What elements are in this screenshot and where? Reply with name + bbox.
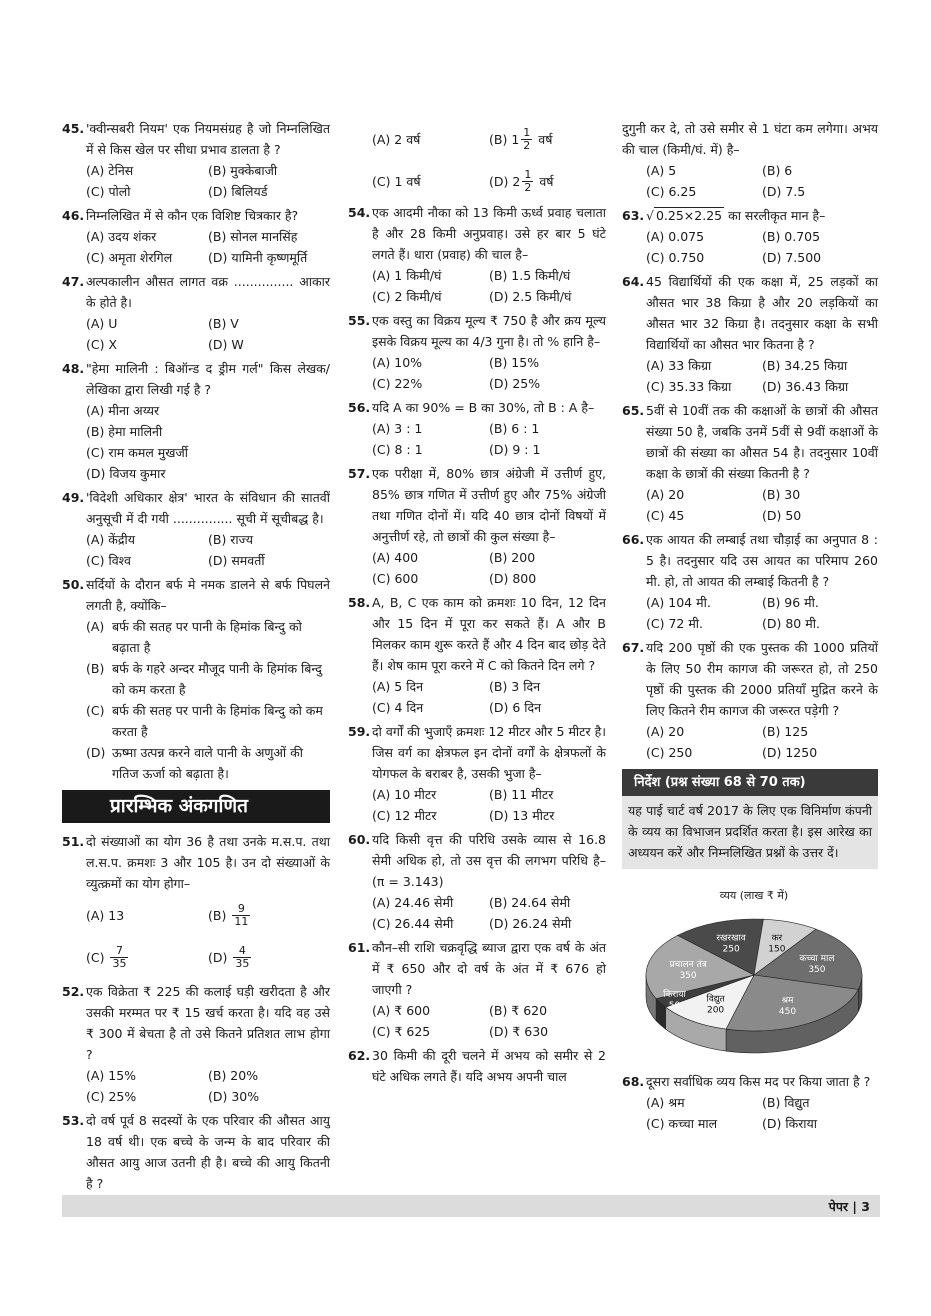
option-c [372, 160, 489, 202]
option-d: (D) किराया [762, 1116, 818, 1131]
option-c: (C) 12 मीटर [372, 808, 437, 823]
option-d: (D) ₹ 630 [489, 1024, 549, 1039]
option-b: (B) ₹ 620 [489, 1003, 548, 1018]
question-text: 5वीं से 10वीं तक की कक्षाओं के छात्रों की औसत संख्या 50 है, जबकि उनमें 5वीं से 9वीं कक्षाओं के छात्रों की संख्या का औसत 54 है। तदनुसार 10वीं कक्षा के छात्रों की संख्या कितनी है ? [646, 403, 878, 481]
option-b: (B) 15% [489, 355, 540, 370]
question-number: 50. [62, 577, 85, 592]
option-c: (C) 6.25 [646, 184, 697, 199]
option-c: (C) 2 किमी/घं [372, 289, 442, 304]
pie-chart [632, 887, 876, 1065]
option-label: (D) [489, 173, 509, 189]
question-62-continued [622, 118, 878, 202]
option-label: (A) [86, 619, 105, 634]
question-65 [622, 400, 878, 526]
option-b: (B) 20% [208, 1068, 259, 1083]
option-b: (B) 34.25 किग्रा [762, 358, 848, 373]
question-number: 52. [62, 984, 85, 999]
option-d [62, 742, 330, 784]
question-text [646, 205, 878, 226]
option-label: (B) [489, 131, 508, 147]
question-60 [348, 829, 606, 934]
question-number: 61. [348, 940, 371, 955]
whole-number: 2 [512, 173, 521, 189]
option-a: (A) मीना अय्यर [86, 403, 160, 418]
option-a: (A) 20 [646, 724, 685, 739]
fraction [110, 945, 128, 970]
option-text: बर्फ के गहरे अन्दर मौजूद पानी के हिमांक बिन्दु को कम करता है [112, 661, 322, 697]
option-d: (D) समवर्ती [208, 553, 265, 568]
option-c: (C) 22% [372, 376, 423, 391]
option-a: (A) ₹ 600 [372, 1003, 431, 1018]
option-a [62, 616, 330, 658]
option-b: (B) मुक्केबाजी [208, 163, 278, 178]
pie-category-label: किराया [663, 989, 686, 1000]
option-a: (A) 400 [372, 550, 419, 565]
option-c: (C) पोलो [86, 184, 131, 199]
option-d: (D) विजय कुमार [86, 466, 166, 481]
question-51 [62, 831, 330, 978]
option-b: (B) 6 [762, 163, 793, 178]
pie-value-label: 350 [808, 965, 826, 976]
pie-category-label: विद्युत [706, 994, 725, 1005]
pie-slices [646, 919, 862, 1031]
option-a: (A) U [86, 316, 118, 331]
whole-number: 1 [511, 131, 520, 147]
question-50 [62, 574, 330, 784]
question-number: 48. [62, 361, 85, 376]
option-b [208, 894, 330, 936]
question-number: 46. [62, 208, 85, 223]
option-text: (C) 1 वर्ष [372, 173, 421, 189]
option-d: (D) 800 [489, 571, 537, 586]
direction-heading: निर्देश (प्रश्न संख्या 68 से 70 तक) [622, 769, 878, 796]
question-text: सर्दियों के दौरान बर्फ मे नमक डालने से बर्फ पिघलने लगती है, क्योंकि– [86, 577, 330, 613]
option-a: (A) 20 [646, 487, 685, 502]
question-68 [622, 1071, 878, 1134]
option-a: (A) 5 दिन [372, 679, 424, 694]
option-c: (C) X [86, 337, 118, 352]
option-b: (B) सोनल मानसिंह [208, 229, 298, 244]
sqrt-symbol: √ [646, 208, 654, 223]
question-number: 49. [62, 490, 85, 505]
question-text: एक परीक्षा में, 80% छात्र अंग्रेजी में उत्तीर्ण हुए, 85% छात्र गणित में उत्तीर्ण हुए और 75% अंग्रेजी तथा गणित दोनों में। यदि 40 छात्र दोनों विषयों में अनुत्तीर्ण रहे, तो छात्रों की कुल संख्या है– [372, 466, 606, 544]
pie-value-label: 350 [679, 970, 697, 981]
pie-value-label: 250 [722, 944, 740, 955]
question-46 [62, 205, 330, 268]
question-number: 60. [348, 832, 371, 847]
question-number: 59. [348, 724, 371, 739]
option-d [489, 160, 606, 202]
question-number: 68. [622, 1074, 645, 1089]
option-a: (A) 0.075 [646, 229, 705, 244]
numerator: 1 [523, 125, 531, 139]
question-number: 47. [62, 274, 85, 289]
fraction [521, 127, 532, 152]
option-b: (B) 96 मी. [762, 595, 819, 610]
pie-value-label: 150 [768, 944, 786, 955]
option-c: (C) 8 : 1 [372, 442, 423, 457]
question-number: 54. [348, 205, 371, 220]
option-a: (A) 24.46 सेमी [372, 895, 454, 910]
question-number: 66. [622, 532, 645, 547]
option-d: (D) 9 : 1 [489, 442, 541, 457]
column-3 [622, 118, 878, 1137]
option-c: (C) 72 मी. [646, 616, 704, 631]
question-64 [622, 271, 878, 397]
option-text: बर्फ की सतह पर पानी के हिमांक बिन्दु को बढ़ाता है [112, 619, 302, 655]
option-d: (D) 30% [208, 1089, 260, 1104]
numerator: 7 [110, 945, 128, 958]
section-title: प्रारम्भिक अंकगणित [62, 790, 330, 823]
question-47 [62, 271, 330, 355]
question-63 [622, 205, 878, 268]
option-a [86, 894, 208, 936]
question-53-options [348, 118, 606, 202]
pie-category-label: कच्चा माल [799, 954, 835, 965]
question-text: दो वर्गों की भुजाएँ क्रमशः 12 मीटर और 5 मीटर है। जिस वर्ग का क्षेत्रफल इन दोनों वर्गों के क्षेत्रफलों के योगफल के बराबर है, उसकी भुजा है– [372, 724, 606, 781]
page-number: पेपर | 3 [828, 1199, 870, 1214]
option-text: ऊष्मा उत्पन्न करने वाले पानी के अणुओं की गतिज ऊर्जा को बढ़ाता है। [112, 745, 303, 781]
question-57 [348, 463, 606, 589]
option-b: (B) V [208, 316, 239, 331]
option-b: (B) राज्य [208, 532, 254, 547]
pie-value-label: 200 [706, 1005, 725, 1016]
question-text: दो वर्ष पूर्व 8 सदस्यों के एक परिवार की औसत आयु 18 वर्ष थी। एक बच्चे के जन्म के बाद परिवार की औसत आयु आज उतनी ही है। बच्चे की आयु कितनी है ? [86, 1113, 330, 1191]
option-c: (C) 0.750 [646, 250, 705, 265]
pie-value-label: 450 [778, 1007, 797, 1018]
option-a: (A) 5 [646, 163, 677, 178]
question-58 [348, 592, 606, 718]
option-label: (B) [86, 661, 105, 676]
option-c: (C) विश्व [86, 553, 131, 568]
option-c: (C) 4 दिन [372, 700, 424, 715]
question-text: दो संख्याओं का योग 36 है तथा उनके म.स.प. तथा ल.स.प. क्रमशः 3 और 105 है। उन दो संख्याओं के व्युत्क्रमों का योग होगा– [86, 834, 330, 891]
option-d: (D) 26.24 सेमी [489, 916, 572, 931]
option-c [86, 936, 208, 978]
option-d: (D) 13 मीटर [489, 808, 555, 823]
direction-text: यह पाई चार्ट वर्ष 2017 के लिए एक विनिर्माण कंपनी के व्यय का विभाजन प्रदर्शित करता है। इस आरेख का अध्ययन करें और निम्नलिखित प्रश्नों के उत्तर दें। [622, 796, 878, 869]
option-b: (B) 6 : 1 [489, 421, 540, 436]
option-c: (C) 45 [646, 508, 685, 523]
option-c: (C) 250 [646, 745, 693, 760]
option-a: (A) उदय शंकर [86, 229, 157, 244]
option-b [62, 658, 330, 700]
option-d: (D) बिलियर्ड [208, 184, 268, 199]
option-c: (C) अमृता शेरगिल [86, 250, 173, 265]
question-number: 51. [62, 834, 85, 849]
question-text: 45 विद्यार्थियों की एक कक्षा में, 25 लड़कों का औसत भार 38 किग्रा है और 20 लड़कियों का औसत भार 32 किग्रा है। तदनुसार कक्षा के सभी विद्यार्थियों का औसत भार कितना है ? [646, 274, 878, 352]
option-c: (C) राम कमल मुखर्जी [86, 445, 188, 460]
sqrt-expression: 0.25×2.25 [655, 208, 723, 223]
option-text: (A) 13 [86, 907, 125, 923]
question-54 [348, 202, 606, 307]
denominator: 35 [112, 956, 127, 970]
option-a: (A) 104 मी. [646, 595, 711, 610]
question-text: एक आदमी नौका को 13 किमी ऊर्ध्व प्रवाह चलाता है और 28 किमी अनुप्रवाह। उसे हर बार 5 घंटे लगते हैं। धारा (प्रवाह) की चाल है– [372, 205, 606, 262]
chart-title: व्यय (लाख ₹ में) [719, 889, 789, 902]
option-b: (B) 125 [762, 724, 809, 739]
option-d: (D) 2.5 किमी/घं [489, 289, 572, 304]
question-number: 63. [622, 208, 645, 223]
option-c [62, 700, 330, 742]
denominator: 35 [235, 956, 250, 970]
fraction [232, 903, 250, 928]
option-d: (D) 36.43 किग्रा [762, 379, 849, 394]
option-label: (D) [208, 949, 228, 965]
question-text: यदि A का 90% = B का 30%, तो B : A है– [372, 400, 595, 415]
question-66 [622, 529, 878, 634]
option-a: (A) 10% [372, 355, 423, 370]
question-67 [622, 637, 878, 763]
denominator: 2 [523, 138, 531, 152]
pie-category-label: प्रचालन तंत्र [669, 959, 707, 970]
question-62 [348, 1045, 606, 1087]
option-c: (C) 600 [372, 571, 419, 586]
option-b: (B) 30 [762, 487, 801, 502]
option-b: (B) 200 [489, 550, 536, 565]
option-b: (B) 0.705 [762, 229, 821, 244]
pie-value-label: 50 [668, 1000, 681, 1011]
option-a: (A) केंद्रीय [86, 532, 136, 547]
option-b [489, 118, 606, 160]
option-text: बर्फ की सतह पर पानी के हिमांक बिन्दु को कम करता है [112, 703, 323, 739]
question-text: 'क्वीन्सबरी नियम' एक नियमसंग्रह है जो निम्नलिखित में से किस खेल पर सीधा प्रभाव डालता है ? [86, 121, 330, 157]
option-d: (D) 1250 [762, 745, 818, 760]
question-text: एक आयत की लम्बाई तथा चौड़ाई का अनुपात 8 : 5 है। तदनुसार यदि उस आयत का परिमाप 260 मी. हो, तो आयत की लम्बाई कितनी है ? [646, 532, 878, 589]
option-label: (C) [86, 703, 105, 718]
option-b: (B) विद्युत [762, 1095, 810, 1110]
question-text: यदि किसी वृत्त की परिधि उसके व्यास से 16.8 सेमी अधिक हो, तो उस वृत्त की लगभग परिधि है–(π = 3.143) [372, 832, 606, 889]
option-a [372, 118, 489, 160]
question-text: 'विदेशी अधिकार क्षेत्र' भारत के संविधान की सातवीं अनुसूची में दी गयी ............... सूची में सूचीबद्ध है। [86, 490, 330, 526]
option-a: (A) 1 किमी/घं [372, 268, 442, 283]
question-text: एक वस्तु का विक्रय मूल्य ₹ 750 है और क्रय मूल्य इसके विक्रय मूल्य का 4/3 गुना है। तो % हानि है– [372, 313, 606, 349]
option-b: (B) 11 मीटर [489, 787, 554, 802]
question-number: 57. [348, 466, 371, 481]
question-number: 58. [348, 595, 371, 610]
question-48 [62, 358, 330, 484]
numerator: 1 [524, 167, 532, 181]
option-label: (D) [86, 745, 106, 760]
question-text: कौन–सी राशि चक्रवृद्धि ब्याज द्वारा एक वर्ष के अंत में ₹ 650 और दो वर्ष के अंत में ₹ 676 हो जाएगी ? [372, 940, 606, 997]
question-55 [348, 310, 606, 394]
option-d: (D) 50 [762, 508, 802, 523]
option-text: (A) 2 वर्ष [372, 131, 421, 147]
option-d: (D) 7.500 [762, 250, 822, 265]
unit: वर्ष [538, 131, 553, 147]
question-text: 30 किमी की दूरी चलने में अभय को समीर से 2 घंटे अधिक लगते हैं। यदि अभय अपनी चाल [372, 1048, 606, 1084]
option-c: (C) 26.44 सेमी [372, 916, 454, 931]
option-d: (D) 7.5 [762, 184, 806, 199]
question-text: यदि 200 पृष्ठों की एक पुस्तक की 1000 प्रतियों के लिए 50 रीम कागज की जरूरत हो, तो 250 पृष्ठों की पुस्तक की 2000 प्रतियाँ मुद्रित करने के लिए कितने रीम कागज की जरूरत पड़ेगी ? [646, 640, 878, 718]
option-label: (C) [86, 949, 105, 965]
question-text: A, B, C एक काम को क्रमशः 10 दिन, 12 दिन और 15 दिन में पूरा कर सकते हैं। A और B मिलकर काम शुरू करते हैं और 4 दिन बाद छोड़ देते हैं। शेष काम पूरा करने में C को कितने दिन लगे ? [372, 595, 606, 673]
option-d: (D) 80 मी. [762, 616, 820, 631]
option-b: (B) हेमा मालिनी [86, 424, 163, 439]
column-1 [62, 118, 330, 1197]
option-b: (B) 3 दिन [489, 679, 541, 694]
denominator: 11 [234, 914, 249, 928]
option-d: (D) 25% [489, 376, 541, 391]
option-a: (A) 3 : 1 [372, 421, 423, 436]
option-a: (A) श्रम [646, 1095, 685, 1110]
question-text: एक विक्रेता ₹ 225 की कलाई घड़ी खरीदता है और उसकी मरम्मत पर ₹ 15 खर्च करता है। यदि वह उसे ₹ 300 में बेचता है तो उसे कितने प्रतिशत लाभ होगा ? [86, 984, 330, 1062]
option-d: (D) 6 दिन [489, 700, 542, 715]
option-c: (C) 35.33 किग्रा [646, 379, 732, 394]
option-d [208, 936, 330, 978]
question-61 [348, 937, 606, 1042]
option-b: (B) 1.5 किमी/घं [489, 268, 571, 283]
page-footer [62, 1195, 880, 1217]
question-49 [62, 487, 330, 571]
question-number: 64. [622, 274, 645, 289]
question-number: 62. [348, 1048, 371, 1063]
numerator: 9 [232, 903, 250, 916]
option-a: (A) 15% [86, 1068, 137, 1083]
question-number: 45. [62, 121, 85, 136]
numerator: 4 [233, 945, 251, 958]
question-45 [62, 118, 330, 202]
question-number: 55. [348, 313, 371, 328]
question-text: निम्नलिखित में से कौन एक विशिष्ट चित्रकार है? [86, 208, 299, 223]
option-a: (A) 10 मीटर [372, 787, 437, 802]
column-2 [348, 118, 606, 1090]
option-a: (A) टेनिस [86, 163, 134, 178]
pie-category-label: कर [771, 933, 783, 944]
option-a: (A) 33 किग्रा [646, 358, 712, 373]
question-text: अल्पकालीन औसत लागत वक्र ............... आकार के होते है। [86, 274, 330, 310]
option-d: (D) यामिनी कृष्णमूर्ति [208, 250, 308, 265]
question-number: 56. [348, 400, 371, 415]
pie-chart-svg [632, 887, 876, 1065]
pie-category-label: श्रम [781, 996, 794, 1007]
question-text: दूसरा सर्वाधिक व्यय किस मद पर किया जाता है ? [646, 1074, 871, 1089]
option-b: (B) 24.64 सेमी [489, 895, 571, 910]
question-text: "हेमा मालिनी : बिऑन्ड द ड्रीम गर्ल" किस लेखक/ लेखिका द्वारा लिखी गई है ? [86, 361, 330, 397]
question-text-tail: का सरलीकृत मान है– [728, 208, 826, 223]
option-c: (C) कच्चा माल [646, 1116, 718, 1131]
question-53 [62, 1110, 330, 1194]
pie-category-label: रखरखाव [716, 933, 746, 944]
question-52 [62, 981, 330, 1107]
option-c: (C) 25% [86, 1089, 137, 1104]
fraction [522, 169, 533, 194]
denominator: 2 [524, 180, 532, 194]
option-label: (B) [208, 907, 227, 923]
question-56 [348, 397, 606, 460]
option-d: (D) W [208, 337, 244, 352]
unit: वर्ष [539, 173, 554, 189]
question-number: 67. [622, 640, 645, 655]
question-number: 65. [622, 403, 645, 418]
question-number: 53. [62, 1113, 85, 1128]
fraction [233, 945, 251, 970]
question-text: दुगुनी कर दे, तो उसे समीर से 1 घंटा कम लगेगा। अभय की चाल (किमी/घं. में) है– [622, 121, 878, 157]
option-c: (C) ₹ 625 [372, 1024, 431, 1039]
question-59 [348, 721, 606, 826]
